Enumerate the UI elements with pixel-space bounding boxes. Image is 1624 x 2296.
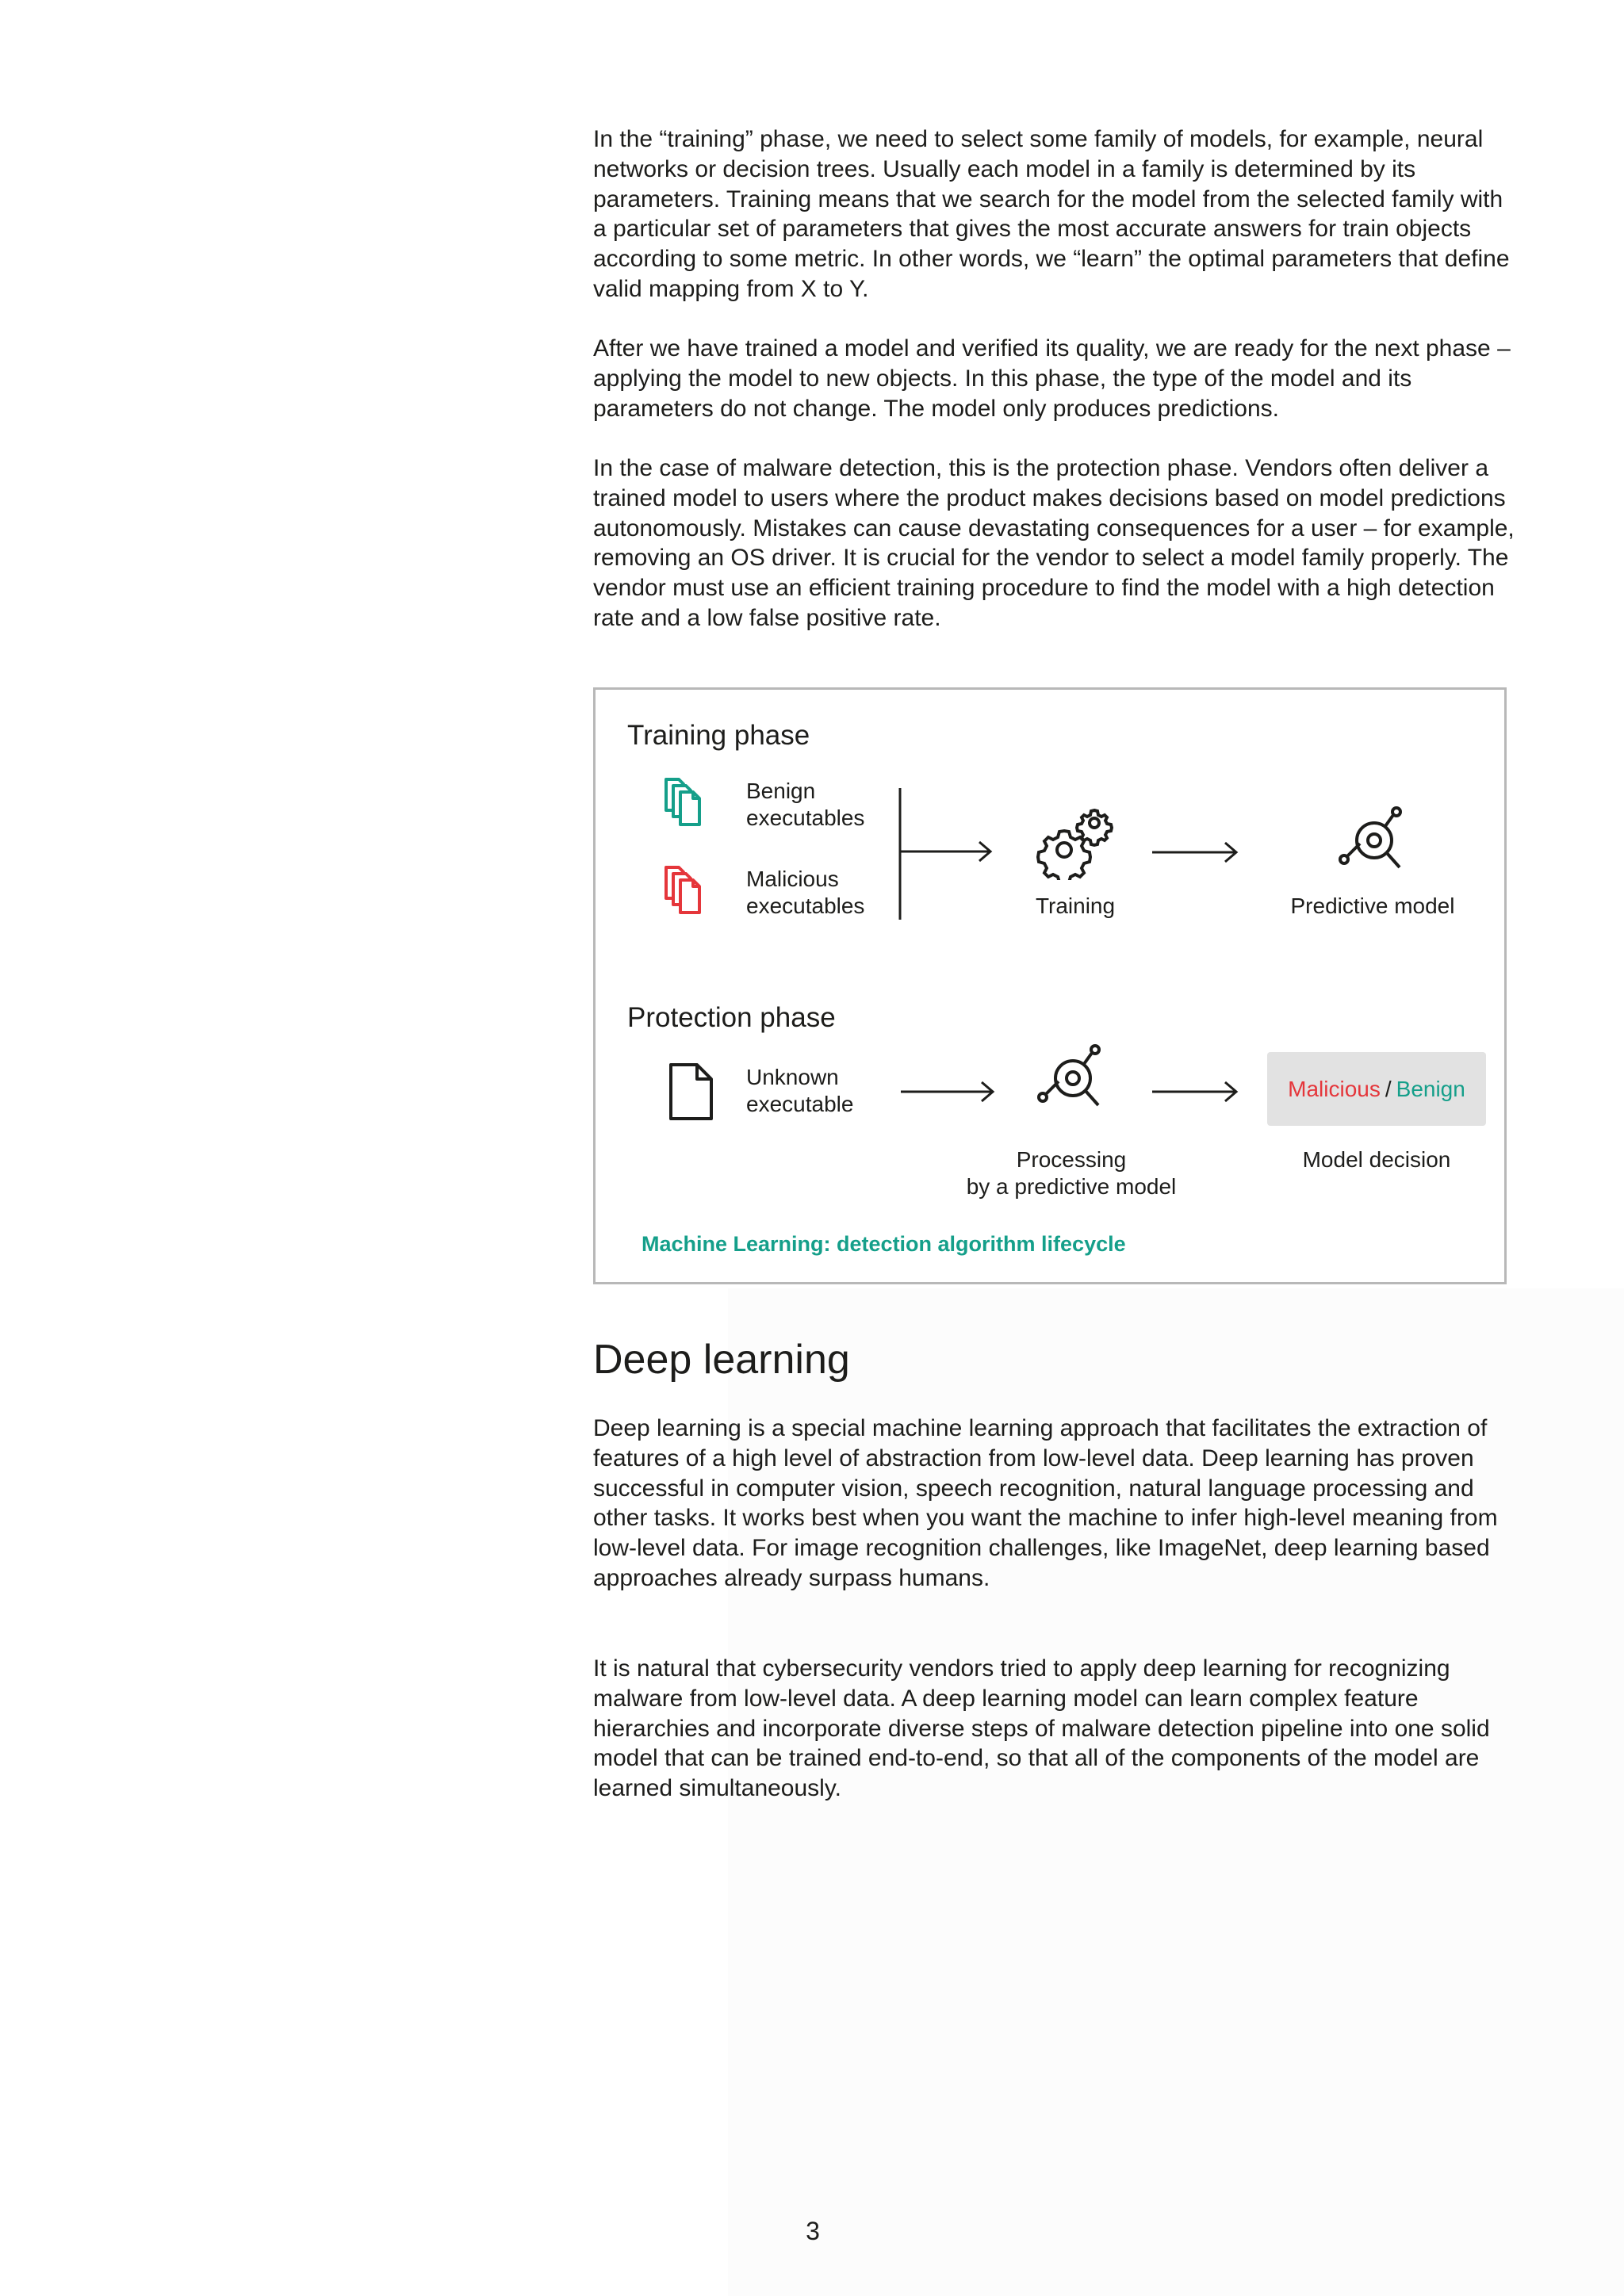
- model-decision-label: Model decision: [1302, 1147, 1451, 1172]
- decision-separator: /: [1385, 1076, 1392, 1101]
- benign-files-icon: [663, 777, 714, 828]
- section-title: Deep learning: [593, 1337, 850, 1383]
- processing-icon: [1032, 1039, 1111, 1118]
- processing-label-line1: Processing: [1016, 1147, 1127, 1172]
- processing-label-line2: by a predictive model: [966, 1174, 1177, 1199]
- model-decision-box: [1267, 1052, 1486, 1126]
- training-label: Training: [1035, 894, 1116, 918]
- paragraph-training-phase: In the “training” phase, we need to select some family of models, for example, neural networks or decision trees. Usually each model in a family is determined by its parameters. Training means that we search for the model from the selected family with a particular set of parameters that gives the most accurate answers for train objects according to some metric. In other words, we “learn” the optimal parameters that define valid mapping from X to Y.: [593, 126, 1510, 302]
- gears-icon: [1036, 801, 1115, 880]
- training-phase-title: Training phase: [627, 720, 810, 751]
- processing-to-decision-arrow: [1151, 1080, 1246, 1104]
- unknown-executable-label: [746, 1064, 853, 1118]
- paragraph-deep-learning: Deep learning is a special machine learning approach that facilitates the extraction of features of a high level of abstraction from low-level data. Deep learning has proven successful in computer vision, speech recognition, natural language processing and other tasks. It works best when you want the machine to infer high-level meaning from low-level data. For image recognition challenges, like ImageNet, deep learning based approaches already surpass humans.: [593, 1415, 1498, 1591]
- decision-malicious: Malicious: [1288, 1076, 1381, 1101]
- benign-label-line2: executables: [746, 806, 865, 830]
- predictive-model-label: Predictive model: [1290, 894, 1455, 918]
- predictive-model-icon: [1333, 801, 1412, 880]
- inputs-merge-arrow: [897, 786, 1000, 921]
- malicious-executables-label: [746, 866, 864, 920]
- unknown-label-line1: Unknown: [746, 1065, 839, 1089]
- unknown-file-icon: [668, 1062, 716, 1121]
- unknown-label-line2: executable: [746, 1092, 854, 1116]
- decision-benign: Benign: [1396, 1076, 1465, 1101]
- processing-label: [944, 1146, 1198, 1200]
- figure-caption: Machine Learning: detection algorithm lifecycle: [642, 1232, 1126, 1256]
- unknown-to-processing-arrow: [899, 1080, 1002, 1104]
- malicious-files-icon: [663, 865, 714, 916]
- ml-lifecycle-figure: [593, 687, 1507, 1284]
- paragraph-cybersecurity: It is natural that cybersecurity vendors tried to apply deep learning for recognizing malware from low-level data. A deep learning model can learn complex feature hierarchies and incorporate diverse steps of malware detection pipeline into one solid model that can be trained end-to-end, so that all of the components of the model are learned simultaneously.: [593, 1655, 1490, 1802]
- malicious-label-line2: executables: [746, 894, 865, 918]
- benign-executables-label: [746, 778, 864, 832]
- training-to-model-arrow: [1151, 840, 1246, 864]
- paragraph-applying-model: After we have trained a model and verified its quality, we are ready for the next phase – applying the model to new objects. In this phase, the type of the model and its parameters do not change. The model only produces predictions.: [593, 335, 1511, 422]
- malicious-label-line1: Malicious: [746, 867, 839, 891]
- paragraph-protection-phase: In the case of malware detection, this is the protection phase. Vendors often deliver a trained model to users where the product makes decisions based on model predictions autonomously. Mistakes can cause devastating consequences for a user – for example, removing an OS driver. It is crucial for the vendor to select a model family properly. The vendor must use an efficient training procedure to find the model with a high detection rate and a low false positive rate.: [593, 455, 1515, 631]
- protection-phase-title: Protection phase: [627, 1002, 836, 1033]
- benign-label-line1: Benign: [746, 779, 816, 803]
- page-number: 3: [806, 2217, 820, 2245]
